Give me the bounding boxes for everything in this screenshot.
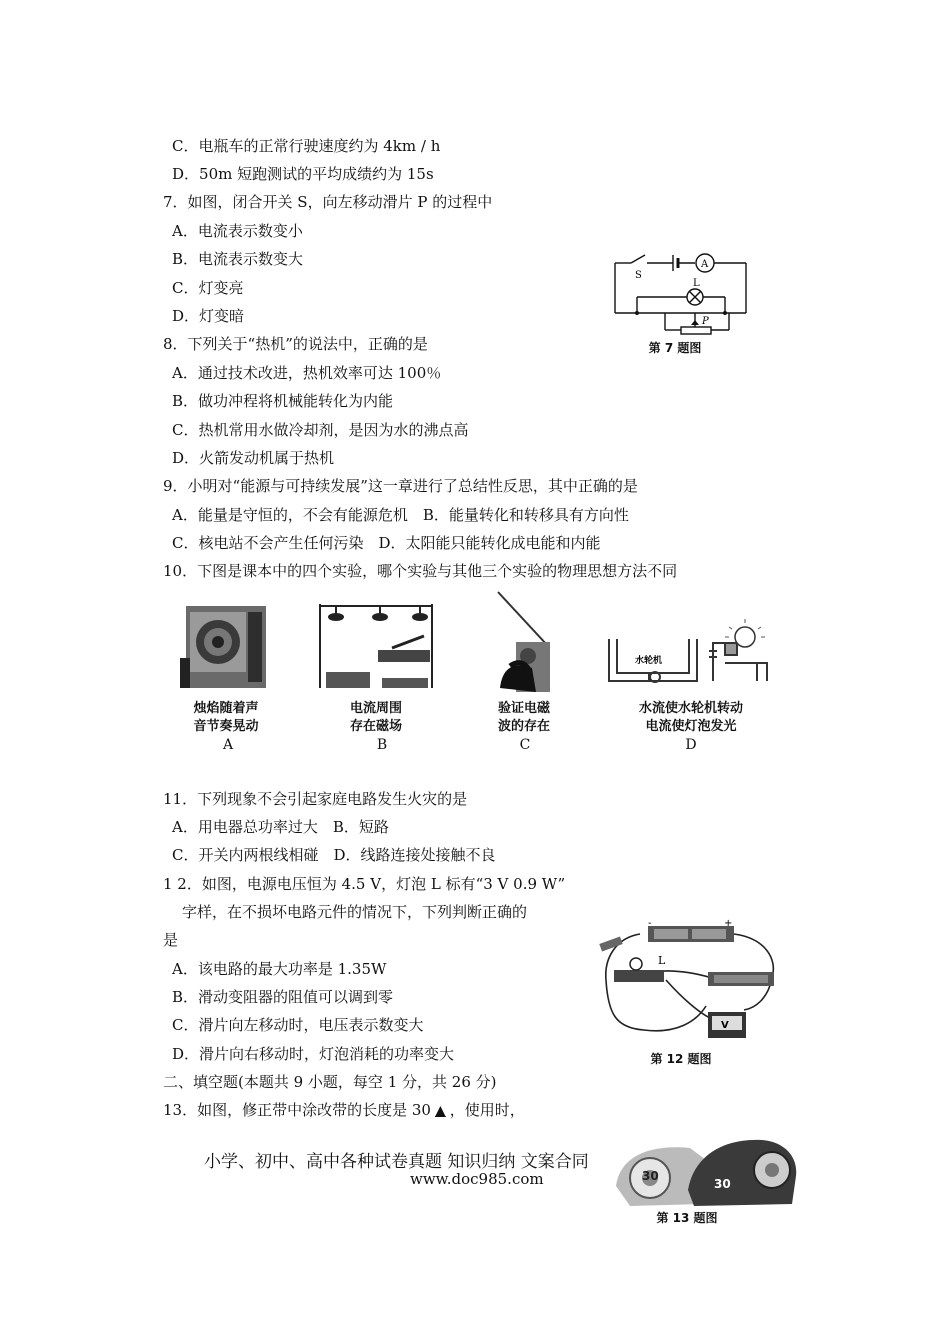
q13-stem (163, 1100, 525, 1121)
fig10c-caption (474, 700, 574, 736)
q11-options-cd: C．开关内两根线相碰 D．线路连接处接触不良 (172, 846, 496, 864)
q13-stem-pre: 13．如图，修正带中涂改带的长度是 30 (163, 1101, 431, 1119)
q7-option-a: A．电流表示数变小 (172, 222, 303, 240)
fig10a-letter: A (222, 737, 234, 753)
q8-option-b: B．做功冲程将机械能转化为内能 (172, 392, 394, 410)
q12-option-d: D．滑片向右移动时，灯泡消耗的功率变大 (172, 1045, 455, 1063)
fig13-correction-tape-photo (610, 1126, 800, 1208)
q12-option-b: B．滑动变阻器的阻值可以调到零 (172, 988, 394, 1006)
q9-options-ab: A．能量是守恒的，不会有能源危机 B．能量转化和转移具有方向性 (172, 506, 629, 524)
fig13-label-2: 30 (714, 1177, 731, 1191)
fig10d-analogy-diagram (605, 615, 777, 691)
fig10d-caption-line1: 水流使水轮机转动 (638, 701, 743, 716)
fig13-label-1: 30 (642, 1169, 659, 1183)
q8-stem: 8．下列关于“热机”的说法中，正确的是 (163, 335, 428, 353)
fig7-caption: 第 7 题图 (648, 341, 702, 355)
fig10c-letter: C (519, 737, 531, 753)
q9-options-cd: C．核电站不会产生任何污染 D．太阳能只能转化成电能和内能 (172, 534, 601, 552)
q12-option-c: C．滑片向左移动时，电压表示数变大 (172, 1016, 424, 1034)
q7-stem: 7．如图，闭合开关 S，向左移动滑片 P 的过程中 (163, 193, 493, 211)
fig12-label-plus: + (724, 918, 733, 929)
q10-stem: 10．下图是课本中的四个实验，哪个实验与其他三个实验的物理思想方法不同 (163, 562, 678, 580)
fig10d-letter: D (685, 737, 697, 753)
fig10d-caption (605, 700, 777, 736)
fig10d-caption-line2: 电流使灯泡发光 (645, 719, 737, 734)
footer-line1: 小学、初中、高中各种试卷真题 知识归纳 文案合同 (204, 1152, 589, 1172)
fig10a-caption (176, 700, 276, 736)
q11-stem: 11．下列现象不会引起家庭电路发生火灾的是 (163, 790, 468, 808)
q6-option-d: D．50m 短跑测试的平均成绩约为 15s (172, 165, 434, 183)
fig10a-candle-speaker-photo (180, 598, 272, 690)
fig7-circuit-diagram (605, 245, 755, 340)
fig10b-magnetic-field-apparatus (312, 600, 440, 692)
q12-stem-line1: 1 2．如图，电源电压恒为 4.5 V，灯泡 L 标有“3 V 0.9 W” (163, 875, 566, 893)
q7-option-d: D．灯变暗 (172, 307, 245, 325)
fig12-caption: 第 12 题图 (650, 1052, 712, 1066)
fig10b-caption (326, 700, 426, 736)
fig10c-radio-wave-photo (492, 590, 554, 694)
fig12-label-v: V (721, 1020, 729, 1031)
fig13-caption: 第 13 题图 (656, 1211, 718, 1225)
q12-stem-line3: 是 (163, 931, 179, 949)
fig10a-caption-line1: 烛焰随着声 (193, 701, 259, 716)
fig7-label-p: P (702, 316, 709, 327)
q9-stem: 9．小明对“能源与可持续发展”这一章进行了总结性反思，其中正确的是 (163, 477, 638, 495)
fig12-label-minus: - (648, 918, 652, 929)
fig10b-caption-line2: 存在磁场 (349, 719, 402, 734)
fig7-label-l: L (693, 278, 700, 289)
fig7-label-s: S (635, 270, 642, 281)
q7-option-c: C．灯变亮 (172, 279, 244, 297)
q6-option-c: C．电瓶车的正常行驶速度约为 4km / h (172, 137, 441, 155)
q7-option-b: B．电流表示数变大 (172, 250, 304, 268)
fig10a-caption-line2: 音节奏晃动 (193, 719, 259, 734)
section-2-heading: 二、填空题(本题共 9 小题，每空 1 分，共 26 分) (163, 1073, 497, 1091)
fig10c-caption-line2: 波的存在 (497, 719, 550, 734)
fig12-circuit-photo (596, 918, 788, 1048)
fig10c-caption-line1: 验证电磁 (497, 701, 550, 716)
fig7-label-a: A (701, 259, 709, 270)
footer-url: www.doc985.com (410, 1170, 544, 1188)
q8-option-a: A．通过技术改进，热机效率可达 100％ (172, 364, 442, 382)
fig10b-caption-line1: 电流周围 (349, 701, 402, 716)
fig12-label-l: L (658, 954, 666, 967)
fig10b-letter: B (376, 737, 388, 753)
q12-stem-line2: 字样，在不损坏电路元件的情况下，下列判断正确的 (182, 903, 528, 921)
q11-options-ab: A．用电器总功率过大 B．短路 (172, 818, 389, 836)
fig10d-inner-label: 水轮机 (635, 656, 663, 666)
q13-answer-blank: ▲ (434, 1103, 446, 1119)
q8-option-d: D．火箭发动机属于热机 (172, 449, 335, 467)
q13-stem-post: ，使用时， (449, 1101, 525, 1119)
q8-option-c: C．热机常用水做冷却剂，是因为水的沸点高 (172, 421, 469, 439)
q12-option-a: A．该电路的最大功率是 1.35W (172, 960, 387, 978)
